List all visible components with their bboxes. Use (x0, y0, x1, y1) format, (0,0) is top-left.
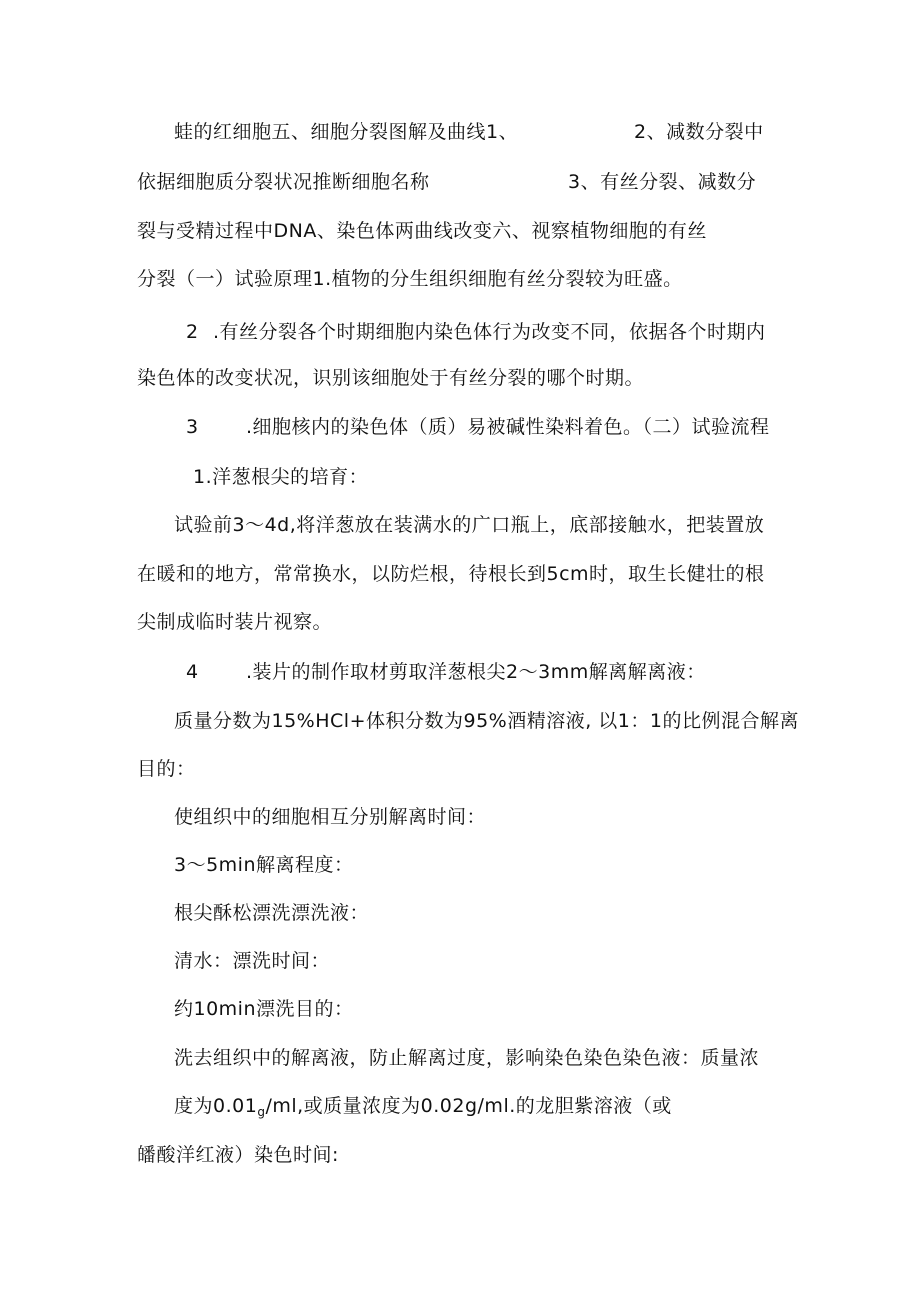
text-segment: 度为0.01 (174, 1095, 258, 1117)
text-line: 根尖酥松漂洗漂洗液： (174, 902, 370, 924)
text-line: 清水：漂洗时间： (174, 950, 331, 972)
text-line: 蛙的红细胞五、细胞分裂图解及曲线1、 (174, 121, 519, 143)
list-number: 3 (186, 416, 199, 438)
text-line: 在暖和的地方，常常换水，以防烂根，待根长到5cm时，取生长健壮的根 (137, 563, 765, 585)
text-line: 约10min漂洗目的： (174, 998, 354, 1020)
text-line: 目的： (137, 758, 196, 780)
text-line: 2、减数分裂中 (634, 121, 764, 143)
text-line: 使组织中的细胞相互分别解离时间： (174, 806, 487, 828)
text-line: .细胞核内的染色体（质）易被碱性染料着色。（二）试验流程 (246, 416, 770, 438)
text-line: 分裂（一）试验原理1.植物的分生组织细胞有丝分裂较为旺盛。 (137, 268, 683, 290)
text-line: 皤酸洋红液）染色时间: (137, 1144, 339, 1166)
text-line: .有丝分裂各个时期细胞内染色体行为改变不同，依据各个时期内 (213, 321, 766, 343)
text-line: 试验前3～4d,将洋葱放在装满水的广口瓶上，底部接触水，把装置放 (174, 514, 765, 536)
text-line: .装片的制作取材剪取洋葱根尖2～3mm解离解离液： (246, 661, 706, 683)
text-segment: /ml,或质量浓度为0.02g∕ml.的龙胆紫溶液（或 (265, 1095, 672, 1117)
text-line: 依据细胞质分裂状况推断细胞名称 (137, 171, 430, 193)
text-line: 3、有丝分裂、减数分 (568, 171, 757, 193)
text-line: 1.洋葱根尖的培育： (193, 466, 369, 488)
text-line (174, 1094, 672, 1120)
text-line: 质量分数为15%HCl+体积分数为95%酒精溶液, 以1：1的比例混合解离 (174, 710, 799, 732)
text-line: 裂与受精过程中DNA、染色体两曲线改变六、视察植物细胞的有丝 (137, 220, 707, 242)
list-number: 4 (186, 661, 199, 683)
text-line: 3～5min解离程度： (174, 854, 354, 876)
text-line: 洗去组织中的解离液，防止解离过度，影响染色染色染色液：质量浓 (174, 1047, 760, 1069)
subscript-unit: g (257, 1105, 266, 1119)
text-line: 尖制成临时装片视察。 (137, 611, 333, 633)
text-line: 染色体的改变状况，识别该细胞处于有丝分裂的哪个时期。 (137, 367, 645, 389)
list-number: 2 (186, 321, 199, 343)
